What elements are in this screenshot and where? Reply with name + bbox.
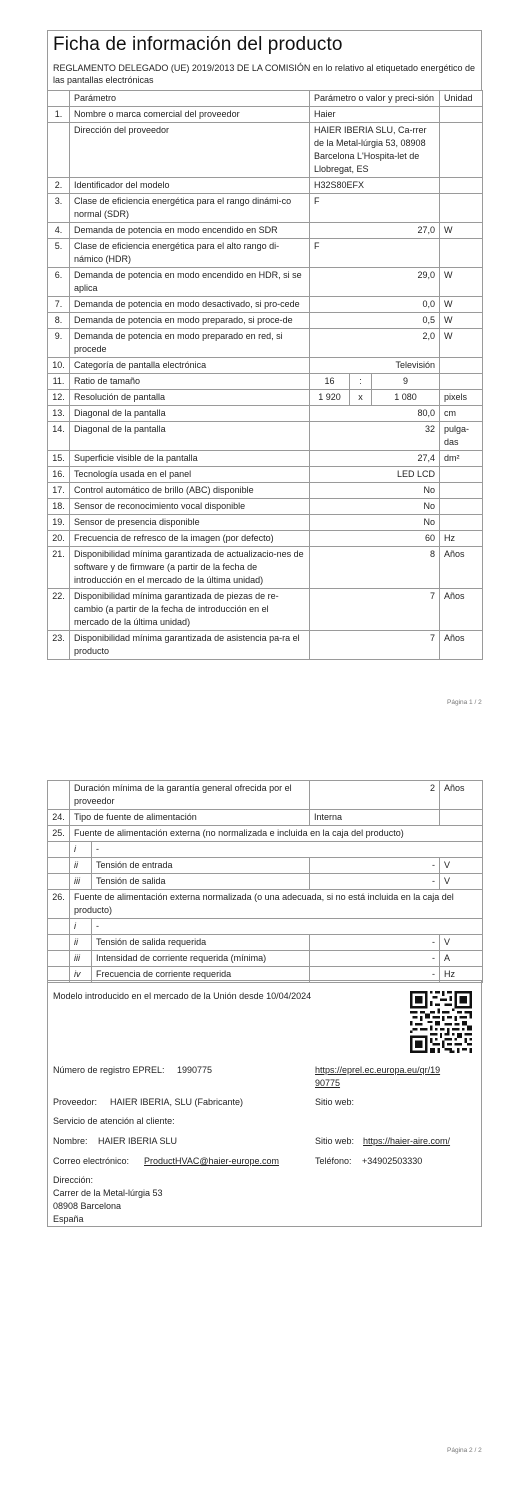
- eprel-value: 1990775: [177, 1065, 213, 1075]
- table-row: 14. Diagonal de la pantalla 32 pulga-das: [48, 422, 483, 451]
- table-row: ii Tensión de entrada - V: [48, 858, 483, 874]
- phone-value: +34902503330: [362, 1156, 423, 1166]
- table-row: 20. Frecuencia de refresco de la imagen (por defecto) 60 Hz: [48, 531, 483, 547]
- table-row: iii Intensidad de corriente requerida (mínima) - A: [48, 951, 483, 967]
- table-row: 21. Disponibilidad mínima garantizada de actualizacio-nes de software y de firmware (a partir de la fecha de introducción en el mercado de la última unidad) 8 Años: [48, 547, 483, 589]
- table-row: 15. Superficie visible de la pantalla 27,4 dm²: [48, 451, 483, 467]
- market-date-text: Modelo introducido en el mercado de la Unión desde 10/04/2024: [53, 991, 312, 1001]
- supplier-label: Proveedor:: [53, 1097, 98, 1107]
- table-row: 13. Diagonal de la pantalla 80,0 cm: [48, 406, 483, 422]
- website-link[interactable]: https://haier-aire.com/: [363, 1136, 451, 1146]
- phone-label: Teléfono:: [315, 1156, 352, 1166]
- table-row: 7. Demanda de potencia en modo desactivado, si pro-cede 0,0 W: [48, 297, 483, 313]
- table-row: 8. Demanda de potencia en modo preparado, si proce-de 0,5 W: [48, 313, 483, 329]
- header-parameter: Parámetro: [70, 91, 310, 107]
- qr-code-icon[interactable]: [410, 991, 472, 1053]
- customer-service-label: Servicio de atención al cliente:: [53, 1116, 175, 1126]
- table-row: 6. Demanda de potencia en modo encendido en HDR, si se aplica 29,0 W: [48, 268, 483, 297]
- table-row: 16. Tecnología usada en el panel LED LCD: [48, 467, 483, 483]
- address-line-2: 08908 Barcelona: [53, 1201, 122, 1211]
- page-number-1: Página 1 / 2: [447, 699, 482, 706]
- table-row: 12. Resolución de pantalla 1 920 x 1 080 pixels: [48, 390, 483, 406]
- table-header-row: [48, 91, 483, 107]
- table-row: 10. Categoría de pantalla electrónica Televisión: [48, 358, 483, 374]
- website2-label: Sitio web:: [315, 1136, 355, 1146]
- address-line-3: España: [53, 1214, 84, 1224]
- table-row: 23. Disponibilidad mínima garantizada de asistencia pa-ra el producto 7 Años: [48, 631, 483, 660]
- title-box: [47, 30, 482, 90]
- table-row: iii Tensión de salida - V: [48, 874, 483, 890]
- table-row: 22. Disponibilidad mínima garantizada de piezas de re-cambio (a partir de la fecha de introducción en el mercado de la última unidad) 7 Años: [48, 589, 483, 631]
- eprel-link-part-1[interactable]: https://eprel.ec.europa.eu/qr/19: [315, 1065, 441, 1075]
- website-label: Sitio web:: [315, 1097, 355, 1107]
- header-unit: Unidad: [440, 91, 483, 107]
- page-number-2: Página 2 / 2: [447, 1447, 482, 1454]
- product-info-sheet-page-2: [47, 780, 482, 983]
- table-row: iv Frecuencia de corriente requerida - Hz: [48, 967, 483, 983]
- table-row: 9. Demanda de potencia en modo preparado en red, si procede 2,0 W: [48, 329, 483, 358]
- table-row: 26. Fuente de alimentación externa normalizada (o una adecuada, si no está incluida en la caja del producto): [48, 890, 483, 919]
- table-row: i -: [48, 919, 483, 935]
- page-title: Ficha de información del producto: [53, 34, 343, 55]
- name-label: Nombre:: [53, 1136, 88, 1146]
- regulation-subtitle: REGLAMENTO DELEGADO (UE) 2019/2013 DE LA COMISIÓN en lo relativo al etiquetado energético de las pantallas electrónicas: [53, 63, 476, 85]
- eprel-label: Número de registro EPREL:: [53, 1065, 165, 1075]
- table-row: Dirección del proveedor HAIER IBERIA SLU, Ca-rrer de la Metal-lúrgia 53, 08908 Barcelona L'Hospita-let de Llobregat, ES: [48, 123, 483, 178]
- table-row: 19. Sensor de presencia disponible No: [48, 515, 483, 531]
- email-label: Correo electrónico:: [53, 1156, 130, 1166]
- supplier-value: HAIER IBERIA, SLU (Fabricante): [110, 1097, 244, 1107]
- table-row: i -: [48, 842, 483, 858]
- address-label: Dirección:: [53, 1175, 94, 1185]
- table-row: Duración mínima de la garantía general ofrecida por el proveedor 2 Años: [48, 781, 483, 810]
- address-line-1: Carrer de la Metal-lúrgia 53: [53, 1188, 163, 1198]
- product-info-sheet-page-1: [47, 30, 482, 660]
- eprel-link-part-2[interactable]: 90775: [315, 1078, 341, 1088]
- table-row: 25. Fuente de alimentación externa (no normalizada e incluida en la caja del producto): [48, 826, 483, 842]
- table-row: 11. Ratio de tamaño 16 : 9: [48, 374, 483, 390]
- header-value: Parámetro o valor y preci-sión: [310, 91, 440, 107]
- table-row: 3. Clase de eficiencia energética para el rango dinámi-co normal (SDR) F: [48, 194, 483, 223]
- power-supply-table: [47, 780, 483, 983]
- supplier-info-box: [47, 980, 482, 1227]
- table-row: 2. Identificador del modelo H32S80EFX: [48, 178, 483, 194]
- email-link[interactable]: ProductHVAC@haier-europe.com: [144, 1156, 280, 1166]
- name-value: HAIER IBERIA SLU: [98, 1136, 178, 1146]
- table-row: 1. Nombre o marca comercial del proveedor Haier: [48, 107, 483, 123]
- table-row: 24. Tipo de fuente de alimentación Interna: [48, 810, 483, 826]
- parameters-table: [47, 90, 483, 660]
- table-row: ii Tensión de salida requerida - V: [48, 935, 483, 951]
- table-row: 17. Control automático de brillo (ABC) disponible No: [48, 483, 483, 499]
- table-row: 4. Demanda de potencia en modo encendido en SDR 27,0 W: [48, 223, 483, 239]
- table-row: 18. Sensor de reconocimiento vocal disponible No: [48, 499, 483, 515]
- table-row: 5. Clase de eficiencia energética para el alto rango di-námico (HDR) F: [48, 239, 483, 268]
